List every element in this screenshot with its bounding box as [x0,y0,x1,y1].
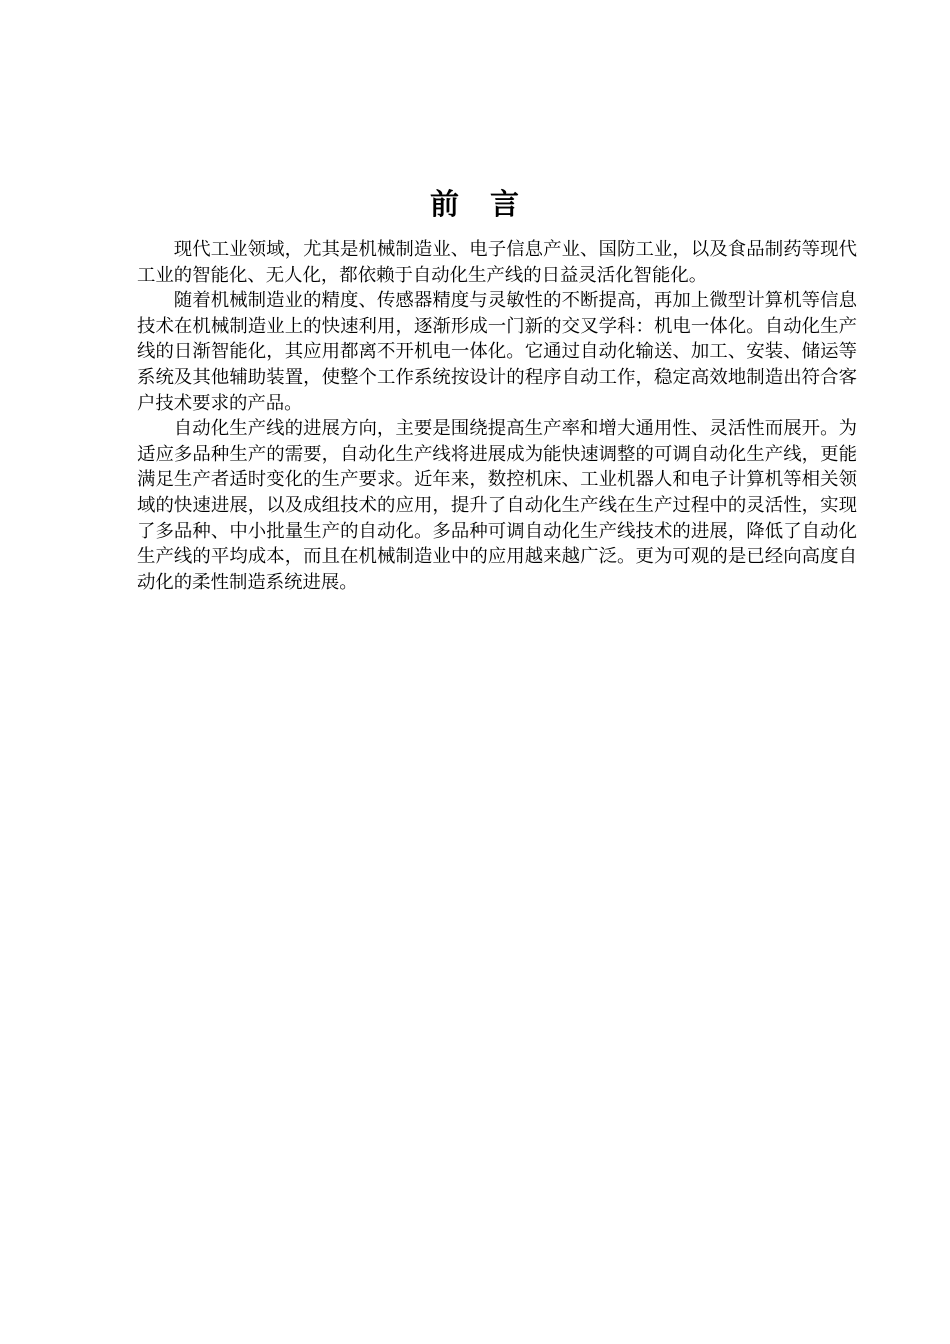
paragraph-3: 自动化生产线的进展方向，主要是围绕提高生产率和增大通用性、灵活性而展开。为适应多品种生产的需要，自动化生产线将进展成为能快速调整的可调自动化生产线，更能满足生产者适时变化的生产要求。近年来，数控机床、工业机器人和电子计算机等相关领域的快速进展，以及成组技术的应用，提升了自动化生产线在生产过程中的灵活性，实现了多品种、中小批量生产的自动化。多品种可调自动化生产线技术的进展，降低了自动化生产线的平均成本，而且在机械制造业中的应用越来越广泛。更为可观的是已经向高度自动化的柔性制造系统进展。 [137,418,857,593]
page-title [0,184,950,224]
title-char-2: 言 [490,187,521,221]
paragraph-2: 随着机械制造业的精度、传感器精度与灵敏性的不断提高，再加上微型计算机等信息技术在机械制造业上的快速利用，逐渐形成一门新的交叉学科：机电一体化。自动化生产线的日渐智能化，其应用都离不开机电一体化。它通过自动化输送、加工、安装、储运等系统及其他辅助装置，使整个工作系统按设计的程序自动工作，稳定高效地制造出符合客户技术要求的产品。 [137,290,857,414]
preface-body [137,237,857,595]
paragraph-1: 现代工业领域，尤其是机械制造业、电子信息产业、国防工业，以及食品制药等现代工业的智能化、无人化，都依赖于自动化生产线的日益灵活化智能化。 [137,239,857,286]
title-char-1: 前 [429,187,460,221]
